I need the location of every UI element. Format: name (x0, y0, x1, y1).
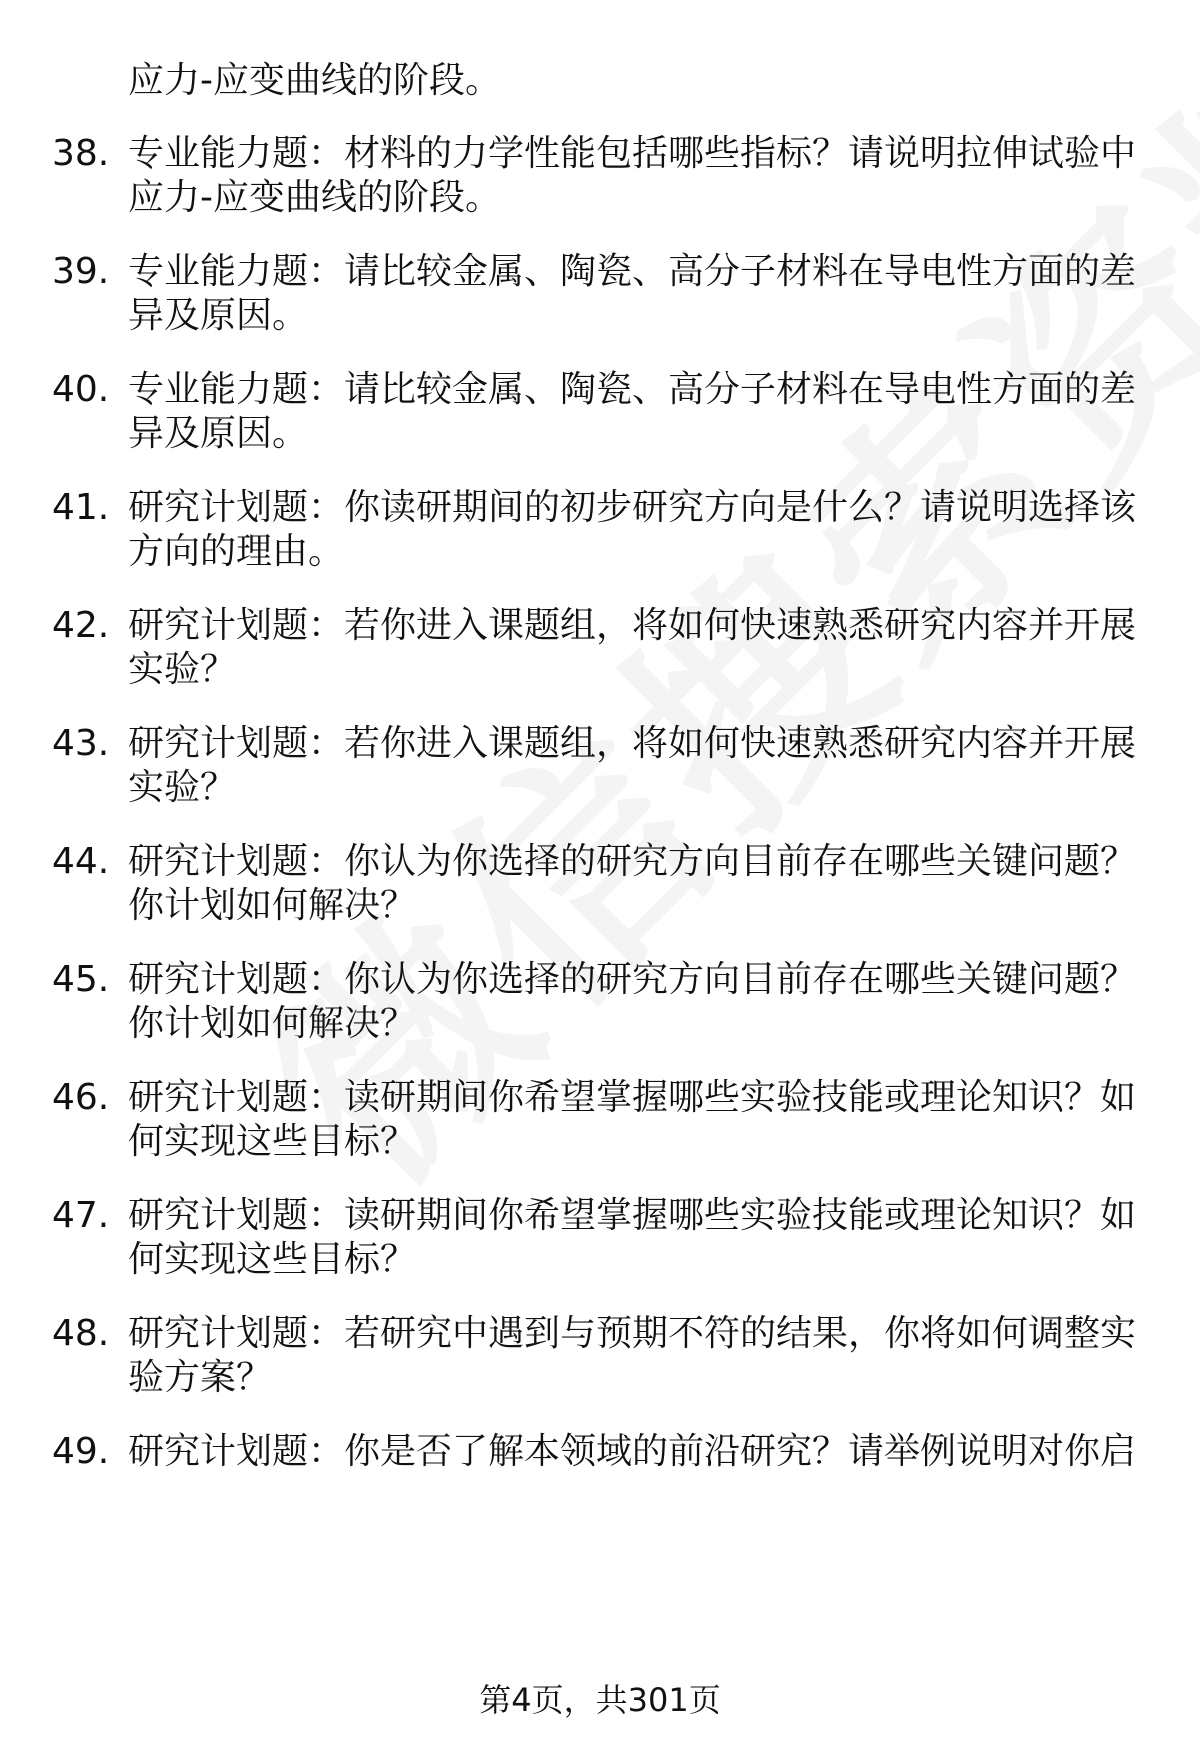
item-line-1: 专业能力题：材料的力学性能包括哪些指标？请说明拉伸试验中 (128, 133, 1137, 174)
item-line-1: 研究计划题：你读研期间的初步研究方向是什么？请说明选择该 (128, 487, 1137, 528)
continued-line: 应力-应变曲线的阶段。 (128, 60, 501, 101)
item-number: 43. (52, 723, 110, 764)
item-line-1: 研究计划题：若研究中遇到与预期不符的结果，你将如何调整实 (128, 1313, 1137, 1354)
item-line-2: 异及原因。 (128, 413, 309, 454)
item-line-2: 你计划如何解决？ (128, 1003, 417, 1044)
item-line-2: 实验？ (128, 767, 237, 808)
item-number: 38. (52, 133, 110, 174)
item-line-1: 研究计划题：你认为你选择的研究方向目前存在哪些关键问题？ (128, 841, 1137, 882)
item-line-2: 何实现这些目标？ (128, 1121, 417, 1162)
item-line-2: 何实现这些目标？ (128, 1239, 417, 1280)
item-number: 39. (52, 251, 110, 292)
item-line-1: 研究计划题：你认为你选择的研究方向目前存在哪些关键问题？ (128, 959, 1137, 1000)
item-number: 49. (52, 1431, 110, 1472)
item-line-1: 研究计划题：读研期间你希望掌握哪些实验技能或理论知识？如 (128, 1077, 1137, 1118)
item-number: 47. (52, 1195, 110, 1236)
item-number: 42. (52, 605, 110, 646)
item-line-2: 异及原因。 (128, 295, 309, 336)
item-line-1: 研究计划题：若你进入课题组，将如何快速熟悉研究内容并开展 (128, 723, 1137, 764)
item-line-1: 研究计划题：读研期间你希望掌握哪些实验技能或理论知识？如 (128, 1195, 1137, 1236)
item-number: 45. (52, 959, 110, 1000)
item-line-2: 方向的理由。 (128, 531, 345, 572)
item-line-1: 研究计划题：若你进入课题组，将如何快速熟悉研究内容并开展 (128, 605, 1137, 646)
item-number: 44. (52, 841, 110, 882)
item-line-2: 你计划如何解决？ (128, 885, 417, 926)
item-number: 40. (52, 369, 110, 410)
item-line-2: 实验？ (128, 649, 237, 690)
item-number: 48. (52, 1313, 110, 1354)
item-number: 41. (52, 487, 110, 528)
item-line-1: 专业能力题：请比较金属、陶瓷、高分子材料在导电性方面的差 (128, 251, 1137, 292)
page-footer: 第4页，共301页 (479, 1681, 721, 1719)
item-line-1: 专业能力题：请比较金属、陶瓷、高分子材料在导电性方面的差 (128, 369, 1137, 410)
item-line-1: 研究计划题：你是否了解本领域的前沿研究？请举例说明对你启 (128, 1431, 1137, 1472)
item-line-2: 应力-应变曲线的阶段。 (128, 177, 501, 218)
item-line-2: 验方案？ (128, 1357, 273, 1398)
item-number: 46. (52, 1077, 110, 1118)
